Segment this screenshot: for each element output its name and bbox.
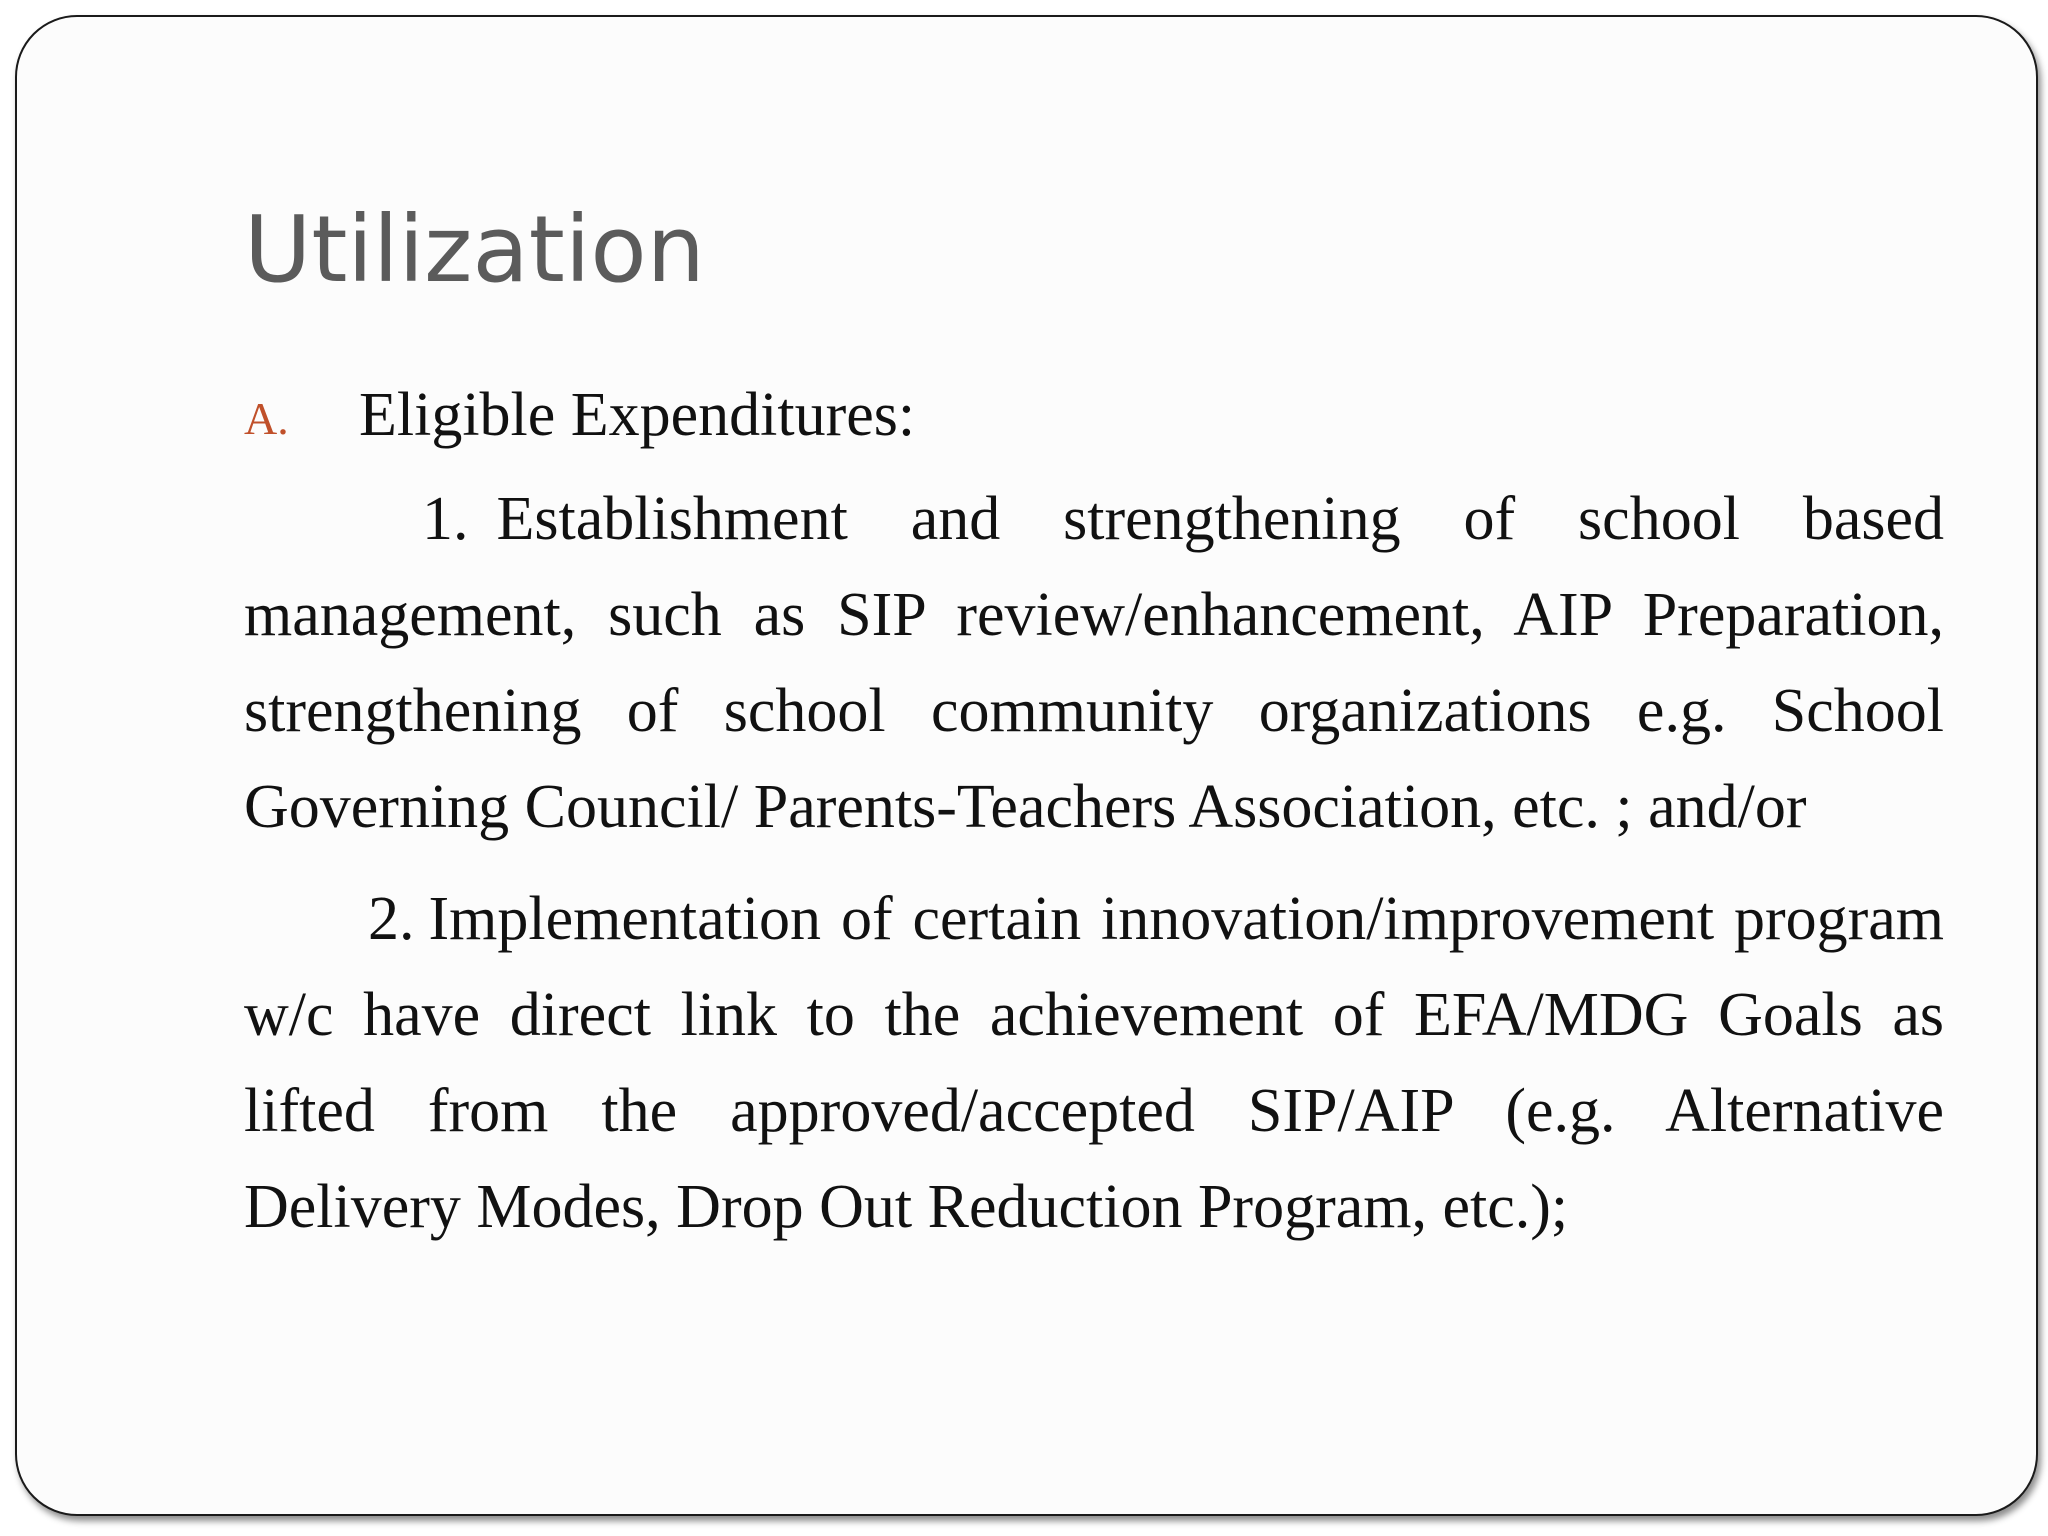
list-item	[244, 471, 1944, 855]
slide-title: Utilization	[244, 196, 705, 303]
slide-content	[244, 367, 1944, 1255]
section-label: Eligible Expenditures:	[359, 381, 916, 449]
section-marker: A.	[244, 393, 289, 444]
slide-frame	[15, 15, 2038, 1516]
section-heading	[244, 367, 1944, 463]
list-item-number: 1.	[422, 485, 469, 553]
list-item-text: Implementation of certain innovation/improvement program w/c have direct link to the achievement of EFA/MDG Goals as lifted from the approved/accepted SIP/AIP (e.g. Alternative Delivery Modes, Drop Out Reduction Program, etc.);	[244, 885, 1944, 1241]
list-item-number: 2.	[368, 885, 415, 953]
list-item	[244, 871, 1944, 1255]
list-item-text: Establishment and strengthening of school based management, such as SIP review/enhancement, AIP Preparation, strengthening of school community organizations e.g. School Governing Council/ Parents-Teachers Association, etc. ; and/or	[244, 485, 1944, 841]
